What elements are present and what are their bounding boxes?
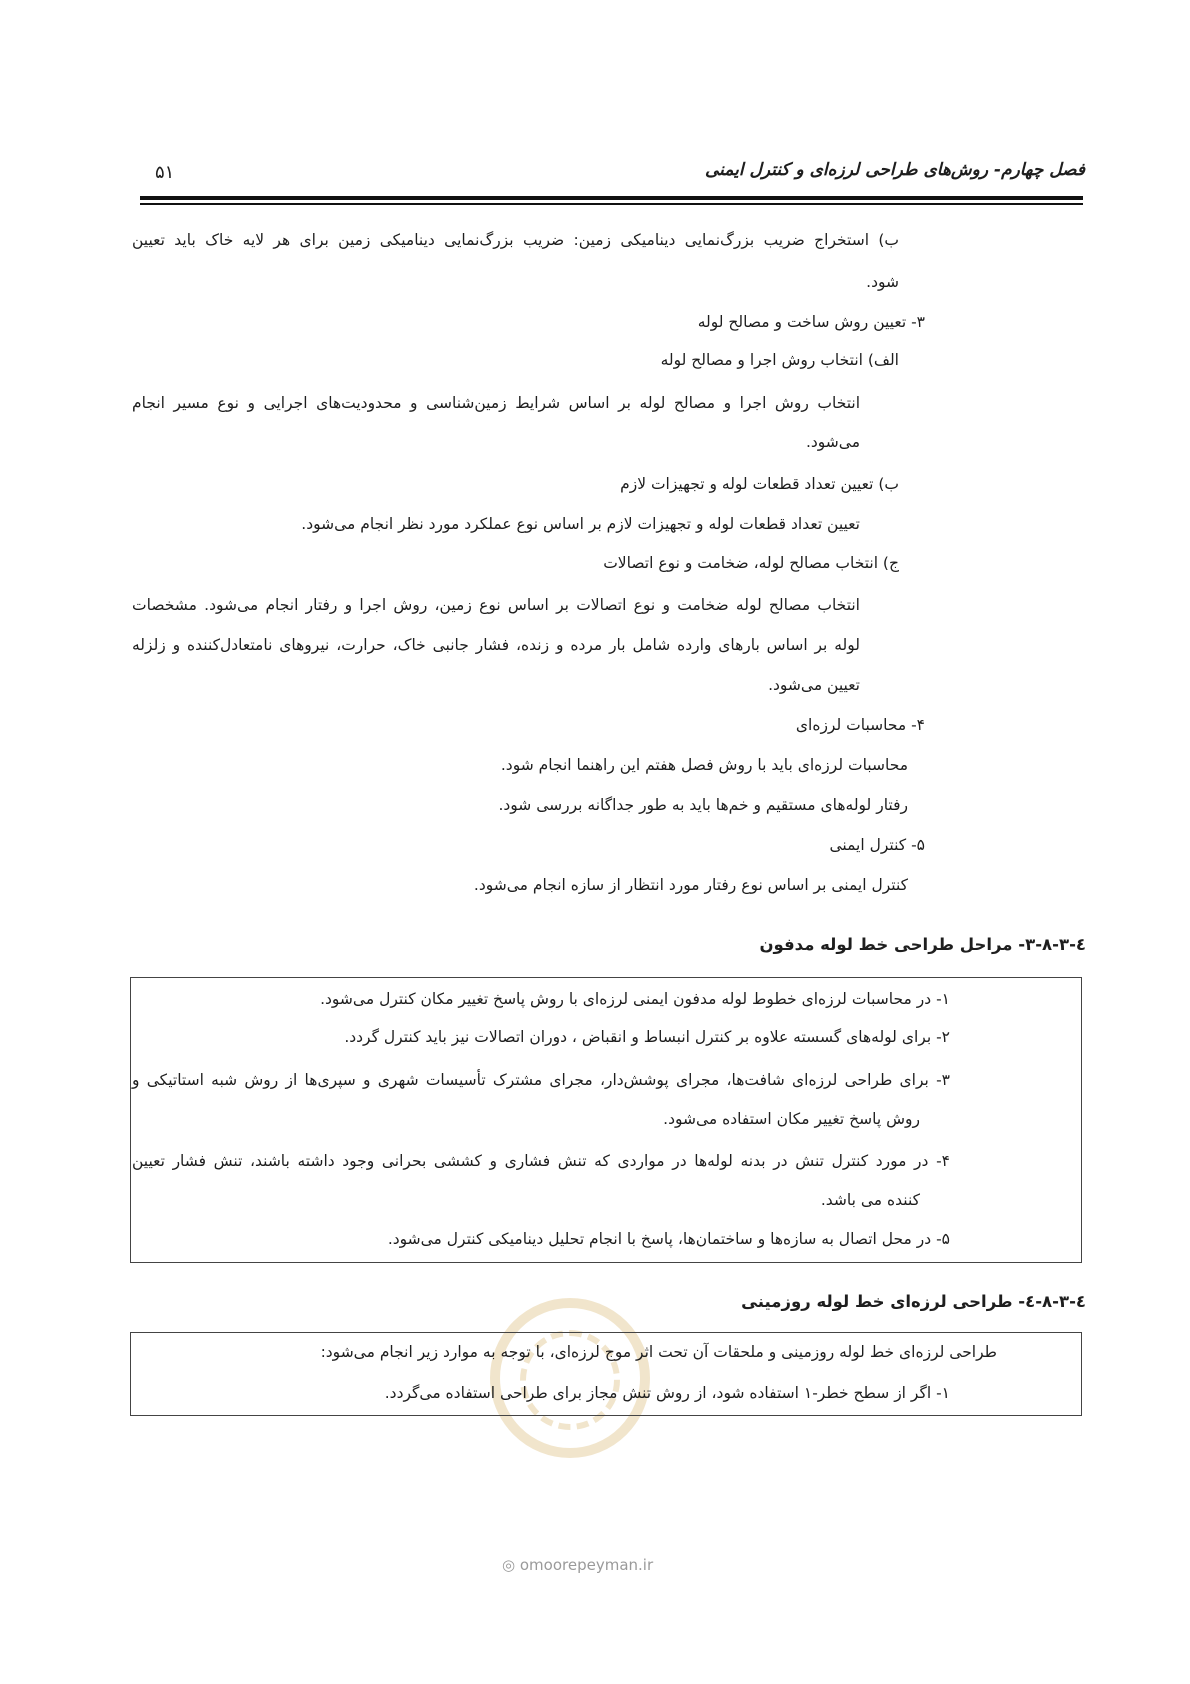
chapter-title: فصل چهارم- روش‌های طراحی لرزه‌ای و کنترل ایمنی [704, 160, 1085, 180]
section-heading: ٤-٣-٨-٣- مراحل طراحی خط لوله مدفون [759, 935, 1086, 954]
body-line: ب) استخراج ضریب بزرگ‌نمایی دینامیکی زمین: ضریب بزرگ‌نمایی دینامیکی زمین برای هر لایه خاک باید تعیین [132, 231, 899, 249]
box-item: طراحی لرزه‌ای خط لوله روزمینی و ملحقات آن تحت اثر موج لرزه‌ای، با توجه به موارد زیر انجام می‌شود: [320, 1343, 997, 1361]
body-line: رفتار لوله‌های مستقیم و خم‌ها باید به طور جداگانه بررسی شود. [498, 796, 908, 814]
box-item: کننده می باشد. [820, 1191, 920, 1209]
body-line: محاسبات لرزه‌ای باید با روش فصل هفتم این راهنما انجام شود. [500, 756, 908, 774]
list-item-3: ۳- تعیین روش ساخت و مصالح لوله [697, 313, 925, 331]
box-item: روش پاسخ تغییر مکان استفاده می‌شود. [663, 1110, 920, 1128]
header-rule-thick [140, 196, 1083, 200]
sub-item-b: ب) تعیین تعداد قطعات لوله و تجهیزات لازم [620, 475, 899, 493]
body-line: می‌شود. [805, 433, 860, 451]
body-line: لوله بر اساس بارهای وارده شامل بار مرده و زنده، فشار جانبی خاک، حرارت، نیروهای نامتعادل‌کننده و زلزله [132, 636, 860, 654]
box-item: ۳- برای طراحی لرزه‌ای شافت‌ها، مجرای پوشش‌دار، مجرای مشترک تأسیسات شهری و سپری‌ها از روش شبه استاتیکی و [132, 1071, 950, 1089]
section-heading: ٤-٣-٨-٤- طراحی لرزه‌ای خط لوله روزمینی [741, 1292, 1086, 1311]
body-line: انتخاب مصالح لوله ضخامت و نوع اتصالات بر اساس نوع زمین، روش اجرا و رفتار انجام می‌شود. مشخصات [132, 596, 860, 614]
list-item-4: ۴- محاسبات لرزه‌ای [795, 716, 925, 734]
list-item-5: ۵- کنترل ایمنی [829, 836, 925, 854]
header-rule-thin [140, 203, 1083, 205]
sub-item-c: ج) انتخاب مصالح لوله، ضخامت و نوع اتصالات [603, 554, 899, 572]
body-line: انتخاب روش اجرا و مصالح لوله بر اساس شرایط زمین‌شناسی و محدودیت‌های اجرایی و نوع مسیر انجام [132, 394, 860, 412]
box-item: ۱- در محاسبات لرزه‌ای خطوط لوله مدفون ایمنی لرزه‌ای با روش پاسخ تغییر مکان کنترل می‌شود. [320, 990, 950, 1008]
box-item: ۱- اگر از سطح خطر-۱ استفاده شود، از روش تنش مجاز برای طراحی استفاده می‌گردد. [384, 1384, 950, 1402]
box-item: ۲- برای لوله‌های گسسته علاوه بر کنترل انبساط و انقباض ، دوران اتصالات نیز باید کنترل گردد. [344, 1028, 950, 1046]
box-item: ۵- در محل اتصال به سازه‌ها و ساختمان‌ها، پاسخ با انجام تحلیل دینامیکی کنترل می‌شود. [387, 1230, 950, 1248]
body-line: کنترل ایمنی بر اساس نوع رفتار مورد انتظار از سازه انجام می‌شود. [473, 876, 908, 894]
globe-icon: ◎ [502, 1556, 516, 1574]
watermark-url-text: omoorepeyman.ir [519, 1556, 654, 1574]
body-line: تعیین تعداد قطعات لوله و تجهیزات لازم بر اساس نوع عملکرد مورد نظر انجام می‌شود. [301, 515, 860, 533]
page-number: ۵۱ [155, 162, 175, 183]
watermark-url [502, 1556, 653, 1574]
sub-item-a: الف) انتخاب روش اجرا و مصالح لوله [660, 351, 899, 369]
body-line: تعیین می‌شود. [768, 676, 860, 694]
body-line: شود. [866, 273, 899, 291]
box-item: ۴- در مورد کنترل تنش در بدنه لوله‌ها در مواردی که تنش فشاری و کششی بحرانی وجود داشته باشند، تنش فشار تعیین [132, 1152, 950, 1170]
requirements-box [130, 977, 1082, 1263]
